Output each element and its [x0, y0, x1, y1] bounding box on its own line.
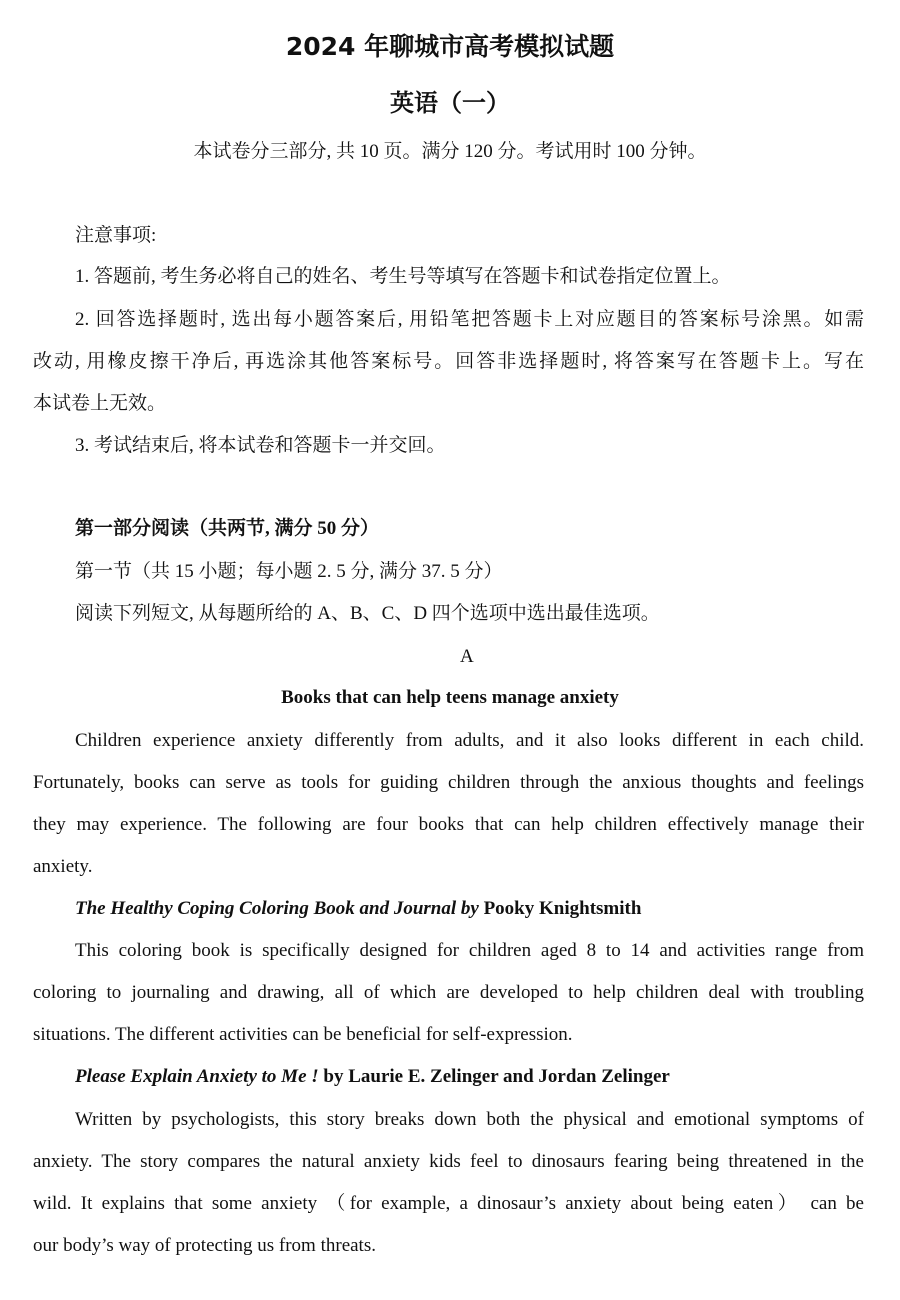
section-sub-heading: 第一节（共 15 小题；每小题 2. 5 分, 满分 37. 5 分）: [75, 561, 503, 582]
book-1-line-3: situations. The different activities can be beneficial for self-expression.: [33, 1024, 573, 1045]
exam-info: 本试卷分三部分, 共 10 页。满分 120 分。考试用时 100 分钟。: [193, 141, 707, 162]
notes-item-1: 1. 答题前, 考生务必将自己的姓名、考生号等填写在答题卡和试卷指定位置上。: [75, 266, 731, 287]
notes-item-2-line-1: 2. 回答选择题时, 选出每小题答案后, 用铅笔把答题卡上对应题目的答案标号涂黑。如需: [75, 309, 864, 330]
notes-item-2-line-2: 改动, 用橡皮擦干净后, 再选涂其他答案标号。回答非选择题时, 将答案写在答题卡上。写在: [33, 351, 864, 372]
notes-heading: 注意事项:: [75, 225, 157, 246]
notes-item-3: 3. 考试结束后, 将本试卷和答题卡一并交回。: [75, 435, 446, 456]
book-2-heading: [75, 1065, 670, 1089]
book-1-author: Pooky Knightsmith: [478, 898, 642, 919]
passage-intro-line-1: Children experience anxiety differently from adults, and it also looks different in each child.: [75, 730, 864, 751]
exam-subtitle: 英语（一）: [390, 89, 510, 117]
notes-item-2-line-3: 本试卷上无效。: [33, 393, 167, 414]
book-2-line-1: Written by psychologists, this story breaks down both the physical and emotional symptoms of: [75, 1109, 864, 1130]
book-1-heading: [75, 897, 641, 921]
exam-title: 2024 年聊城市高考模拟试题: [285, 32, 615, 61]
book-1-title: The Healthy Coping Coloring Book and Journal by: [75, 898, 479, 919]
passage-intro-line-3: they may experience. The following are four books that can help children effectively manage their: [33, 814, 864, 835]
book-2-author: by Laurie E. Zelinger and Jordan Zelinger: [318, 1066, 670, 1087]
passage-title: Books that can help teens manage anxiety: [281, 687, 619, 708]
section-instruction: 阅读下列短文, 从每题所给的 A、B、C、D 四个选项中选出最佳选项。: [75, 603, 660, 624]
passage-intro-line-2: Fortunately, books can serve as tools for guiding children through the anxious thoughts and feelings: [33, 772, 864, 793]
book-1-line-1: This coloring book is specifically designed for children aged 8 to 14 and activities range from: [75, 940, 864, 961]
passage-label: A: [460, 646, 474, 667]
book-2-line-2: anxiety. The story compares the natural anxiety kids feel to dinosaurs fearing being threatened in the: [33, 1151, 864, 1172]
book-2-line-4: our body’s way of protecting us from threats.: [33, 1235, 376, 1256]
book-2-line-3: wild. It explains that some anxiety （for example, a dinosaur’s anxiety about being eaten） can be: [33, 1193, 864, 1214]
book-2-title: Please Explain Anxiety to Me !: [75, 1066, 319, 1087]
part-heading: 第一部分阅读（共两节, 满分 50 分）: [75, 518, 380, 539]
passage-intro-line-4: anxiety.: [33, 856, 93, 877]
book-1-line-2: coloring to journaling and drawing, all of which are developed to help children deal with troubling: [33, 982, 864, 1003]
